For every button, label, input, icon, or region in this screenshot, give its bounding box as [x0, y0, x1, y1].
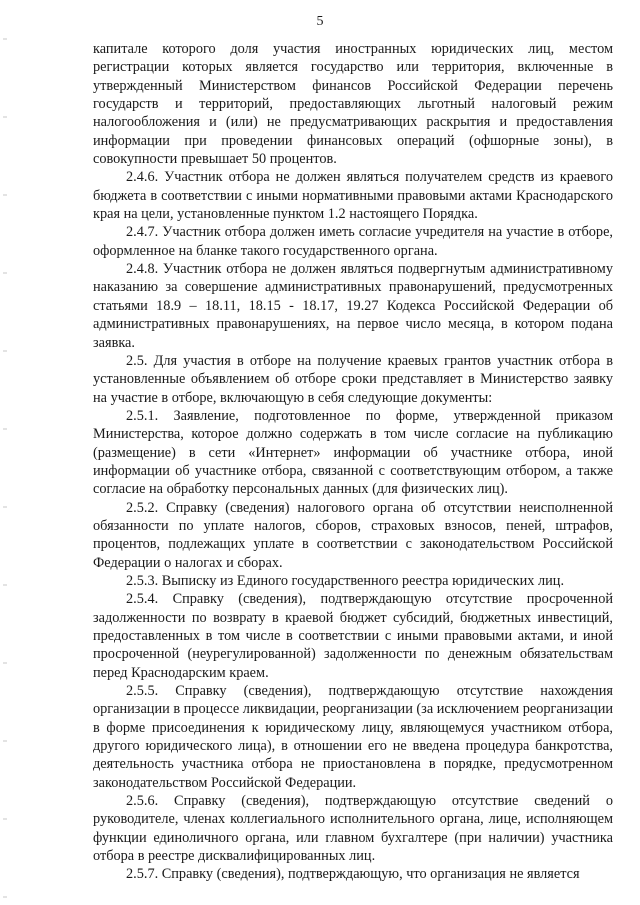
paragraph-continuation: капитале которого доля участия иностранных юридических лиц, местом регистрации которых является государство или территория, включенные в утвержденный Министерством финансов Российской Федерации перечень государств и территорий, предоставляющих льготный налоговый режим налогообложения и (или) не предусматривающих раскрытия и предоставления информации при проведении финансовых операций (офшорные зоны), в совокупности превышает 50 процентов. [93, 41, 613, 168]
paragraph-2-5-7: 2.5.7. Справку (сведения), подтверждающую, что организация не является [126, 866, 580, 883]
paragraph-2-4-6: 2.4.6. Участник отбора не должен являться получателем средств из краевого бюджета в соответствии с иными нормативными правовыми актами Краснодарского края на цели, установленные пунктом 1.2 настоящего Порядка. [93, 169, 613, 223]
paragraph-2-5-1: 2.5.1. Заявление, подготовленное по форме, утвержденной приказом Министерства, которое должно содержать в том числе согласие на публикацию (размещение) в сети «Интернет» информации об участнике отбора, иной информации об участнике отбора, связанной с соответствующим отбором, а также согласие на обработку персональных данных (для физических лиц). [93, 407, 613, 498]
paragraph-2-5-2: 2.5.2. Справку (сведения) налогового органа об отсутствии неисполненной обязанности по уплате налогов, сборов, страховых взносов, пеней, штрафов, процентов, подлежащих уплате в соответствии с законодательством Российской Федерации о налогах и сборах. [93, 499, 613, 571]
document-body [93, 40, 613, 884]
paragraph-2-5-4: 2.5.4. Справку (сведения), подтверждающую отсутствие просроченной задолженности по возврату в краевой бюджет субсидий, бюджетных инвестиций, предоставленных в том числе в соответствии с иными правовыми актами, и иной просроченной (неурегулированной) задолженности по денежным обязательствам перед Краснодарским краем. [93, 591, 613, 681]
paragraph-2-5-3: 2.5.3. Выписку из Единого государственного реестра юридических лиц. [126, 572, 565, 589]
paragraph-2-4-7: 2.4.7. Участник отбора должен иметь согласие учредителя на участие в отборе, оформленное на бланке такого государственного органа. [93, 224, 613, 259]
paragraph-2-5-6: 2.5.6. Справку (сведения), подтверждающую отсутствие сведений о руководителе, членах коллегиального исполнительного органа, лице, исполняющем функции единоличного органа, или главном бухгалтере (при наличии) участника отбора в реестре дисквалифицированных лиц. [93, 793, 613, 865]
scan-edge-marks [3, 0, 7, 905]
paragraph-2-5: 2.5. Для участия в отборе на получение краевых грантов участник отбора в установленные объявлением об отборе сроки представляет в Министерство заявку на участие в отборе, включающую в себя следующие документы: [93, 352, 613, 406]
paragraph-2-4-8: 2.4.8. Участник отбора не должен являться подвергнутым административному наказанию за совершение административных правонарушений, предусмотренных статьями 18.9 – 18.11, 18.15 - 18.17, 19.27 Кодекса Российской Федерации об административных правонарушениях, на первое число месяца, в котором подана заявка. [93, 261, 613, 351]
paragraph-2-5-5: 2.5.5. Справку (сведения), подтверждающую отсутствие нахождения организации в процессе ликвидации, реорганизации (за исключением реорганизации в форме присоединения к юридическому лицу, являющемуся участником отбора, другого юридического лица), в отношении его не введена процедура банкротства, деятельность участника отбора не приостановлена в порядке, предусмотренном законодательством Российской Федерации. [93, 683, 614, 791]
page-number: 5 [316, 14, 324, 29]
